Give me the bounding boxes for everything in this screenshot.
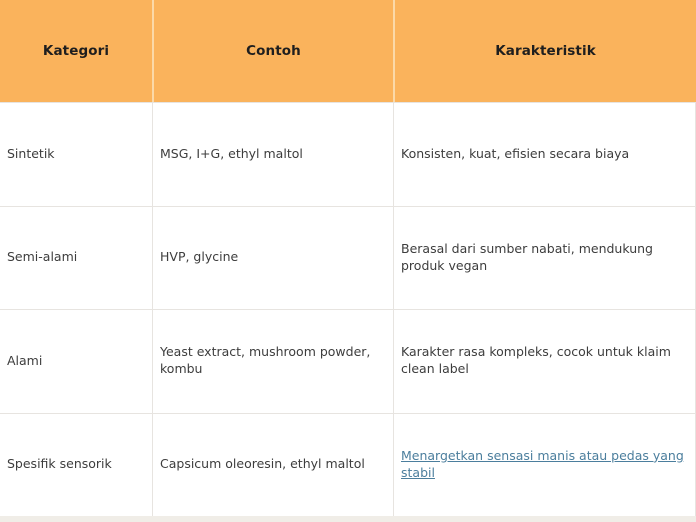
table-row-2-karakteristik: Berasal dari sumber nabati, mendukung produk vegan (393, 206, 696, 310)
table-row-4-kategori: Spesifik sensorik (0, 413, 152, 517)
table-row-3-kategori: Alami (0, 309, 152, 413)
table-row-2-kategori: Semi-alami (0, 206, 152, 310)
sensory-target-link[interactable]: Menargetkan sensasi manis atau pedas yang stabil (401, 447, 684, 480)
table-row-1-karakteristik: Konsisten, kuat, efisien secara biaya (393, 102, 696, 206)
table-row-3-contoh: Yeast extract, mushroom powder, kombu (152, 309, 393, 413)
table-row-2-contoh: HVP, glycine (152, 206, 393, 310)
table-row-3-karakteristik: Karakter rasa kompleks, cocok untuk klaim clean label (393, 309, 696, 413)
table-row-4-karakteristik-cell (393, 413, 696, 517)
table-row-1-kategori: Sintetik (0, 102, 152, 206)
header-kategori: Kategori (0, 0, 152, 102)
table-row-1-contoh: MSG, I+G, ethyl maltol (152, 102, 393, 206)
table-row-4-contoh: Capsicum oleoresin, ethyl maltol (152, 413, 393, 517)
header-karakteristik: Karakteristik (393, 0, 696, 102)
header-contoh: Contoh (152, 0, 393, 102)
